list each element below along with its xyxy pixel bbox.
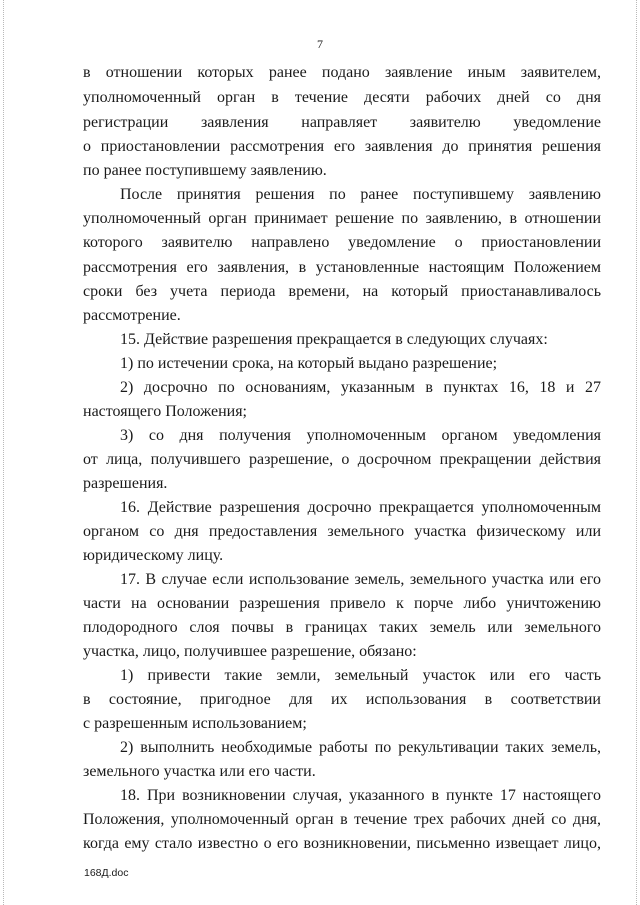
- text-line: по ранее поступившему заявлению.: [83, 162, 327, 179]
- text-line: 16. Действие разрешения досрочно прекращается уполномоченным: [120, 499, 601, 516]
- text-line: рассмотрения его заявления, в установленные настоящим Положением: [83, 259, 601, 276]
- text-line: После принятия решения по ранее поступившему заявлению: [120, 186, 601, 203]
- text-line: в отношении которых ранее подано заявление иным заявителем,: [83, 64, 601, 81]
- text-line: разрешения.: [83, 475, 168, 492]
- text-line: 18. При возникновении случая, указанного в пункте 17 настоящего: [120, 787, 601, 804]
- footer-filename: 168Д.doc: [84, 867, 129, 879]
- text-line: земельного участка или его части.: [83, 763, 316, 780]
- scan-edge-right: [636, 0, 638, 905]
- text-line: в состояние, пригодное для их использования в соответствии: [83, 691, 601, 708]
- text-line: сроки без учета периода времени, на который приостанавливалось: [83, 283, 601, 300]
- page-number: 7: [317, 37, 323, 51]
- text-line: которого заявителю направлено уведомление о приостановлении: [83, 234, 601, 251]
- text-line: 1) привести такие земли, земельный участок или его часть: [120, 667, 601, 684]
- text-line: о приостановлении рассмотрения его заявления до принятия решения: [83, 138, 601, 155]
- text-line: юридическому лицу.: [83, 547, 224, 564]
- text-line: настоящего Положения;: [83, 403, 247, 420]
- text-line: 3) со дня получения уполномоченным органом уведомления: [120, 427, 601, 444]
- text-line: рассмотрение.: [83, 307, 181, 324]
- scan-edge-left: [3, 0, 5, 905]
- text-line: плодородного слоя почвы в границах таких земель или земельного: [83, 619, 601, 636]
- text-line: части на основании разрешения привело к порче либо уничтожению: [83, 595, 601, 612]
- text-line: от лица, получившего разрешение, о досрочном прекращении действия: [83, 451, 601, 468]
- text-line: регистрации заявления направляет заявителю уведомление: [83, 114, 601, 131]
- text-line: 15. Действие разрешения прекращается в следующих случаях:: [120, 331, 548, 348]
- text-line: участка, лицо, получившее разрешение, обязано:: [83, 643, 417, 660]
- text-line: уполномоченный орган принимает решение по заявлению, в отношении: [83, 210, 601, 227]
- text-line: уполномоченный орган в течение десяти рабочих дней со дня: [83, 89, 601, 106]
- text-line: 2) досрочно по основаниям, указанным в пунктах 16, 18 и 27: [120, 379, 601, 396]
- text-line: органом со дня предоставления земельного участка физическому или: [83, 523, 601, 540]
- text-line: когда ему стало известно о его возникновении, письменно извещает лицо,: [83, 835, 601, 852]
- text-line: 1) по истечении срока, на который выдано разрешение;: [120, 355, 498, 372]
- text-line: с разрешенным использованием;: [83, 715, 307, 732]
- text-line: 17. В случае если использование земель, земельного участка или его: [120, 571, 601, 588]
- text-line: Положения, уполномоченный орган в течение трех рабочих дней со дня,: [83, 811, 601, 828]
- text-line: 2) выполнить необходимые работы по рекультивации таких земель,: [120, 739, 601, 756]
